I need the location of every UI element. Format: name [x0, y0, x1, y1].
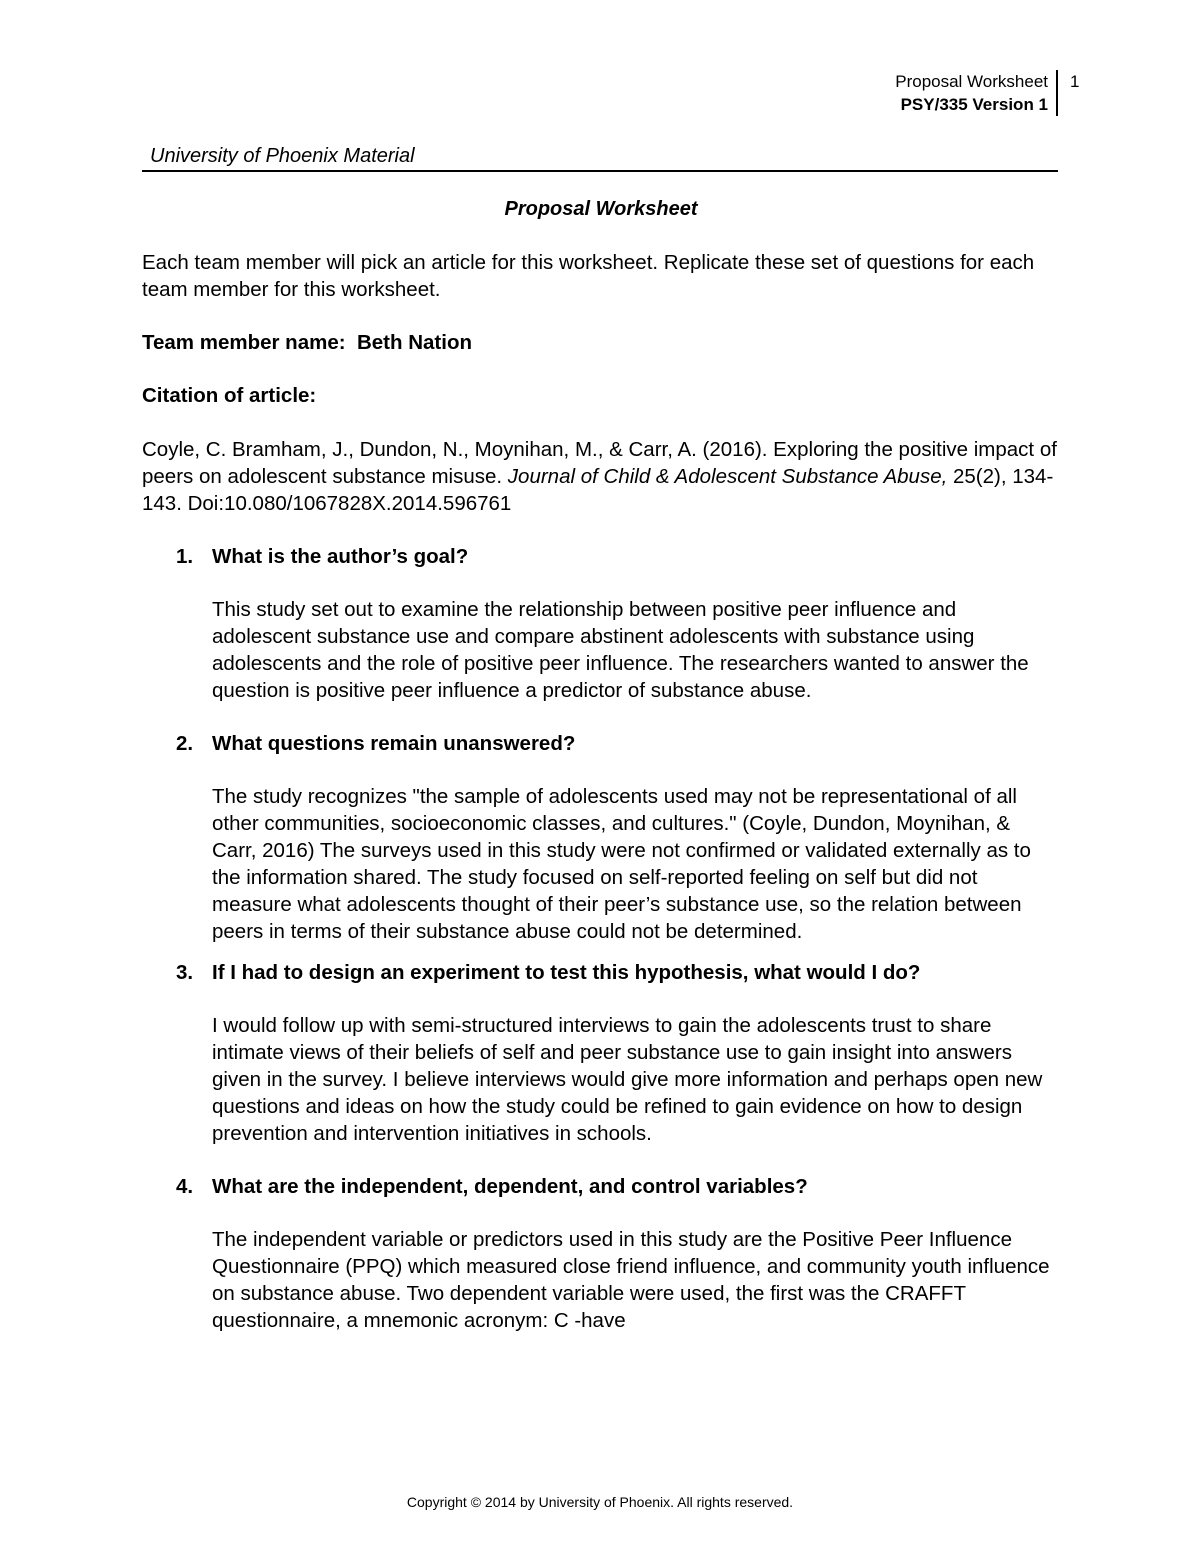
question-heading: [142, 543, 1060, 570]
document-title: Proposal Worksheet: [504, 198, 698, 220]
document-body: [142, 196, 1060, 1360]
question-heading: [142, 1173, 1060, 1200]
question-answer: I would follow up with semi-structured interviews to gain the adolescents trust to share intimate views of their beliefs of self and peer substance use to gain insight into answers given in the survey. I believe interviews would give more information and perhaps open new questions and ideas on how the study could be refined to gain evidence on how to design prevention and intervention initiatives in schools.: [212, 1014, 1043, 1145]
question-number: 1.: [176, 545, 194, 568]
page-number: 1: [1070, 72, 1080, 91]
intro-paragraph: Each team member will pick an article for this worksheet. Replicate these set of questions for each team member for this worksheet.: [142, 251, 1035, 301]
header-course: PSY/335 Version 1: [900, 95, 1048, 114]
citation-text: [142, 436, 1060, 517]
citation-label: Citation of article:: [142, 384, 317, 407]
running-header: [895, 70, 1058, 116]
team-member-line: [142, 329, 1060, 356]
question-item: [142, 543, 1060, 704]
question-item: [142, 730, 1060, 945]
team-member-label: Team member name:: [142, 331, 346, 354]
question-number: 3.: [176, 961, 194, 984]
question-heading: [142, 959, 1060, 986]
header-title: Proposal Worksheet: [895, 72, 1048, 91]
citation-authors: Coyle, C. Bramham, J., Dundon, N., Moynihan, M., & Carr, A. (2016). Exploring the positive impact of peers on adolescent substance misuse.: [142, 438, 1057, 488]
question-text: What questions remain unanswered?: [212, 732, 576, 755]
question-answer: The independent variable or predictors used in this study are the Positive Peer Influence Questionnaire (PPQ) which measured close friend influence, and community youth influence on substance abuse. Two dependent variable were used, the first was the CRAFFT questionnaire, a mnemonic acronym: C -have: [212, 1228, 1050, 1332]
question-answer: The study recognizes "the sample of adolescents used may not be representational of all other communities, socioeconomic classes, and cultures." (Coyle, Dundon, Moynihan, & Carr, 2016) The surveys used in this study were not confirmed or validated externally as to the information shared. The study focused on self-reported feeling on self but did not measure what adolescents thought of their peer’s substance use, so the relation between peers in terms of their substance abuse could not be determined.: [212, 785, 1031, 943]
citation-details: 25(2), 134-143. Doi:10.080/1067828X.2014.596761: [142, 465, 1054, 515]
team-member-name: Beth Nation: [356, 331, 472, 354]
citation-journal: Journal of Child & Adolescent Substance Abuse,: [507, 465, 948, 488]
question-text: What is the author’s goal?: [212, 545, 469, 568]
question-number: 2.: [176, 732, 194, 755]
material-banner: University of Phoenix Material: [142, 142, 1058, 172]
question-item: [142, 959, 1060, 1147]
question-item: [142, 1173, 1060, 1334]
question-text: If I had to design an experiment to test this hypothesis, what would I do?: [212, 961, 921, 984]
question-number: 4.: [176, 1175, 194, 1198]
question-heading: [142, 730, 1060, 757]
question-answer: This study set out to examine the relationship between positive peer influence and adolescent substance use and compare abstinent adolescents with substance using adolescents and the role of positive peer influence. The researchers wanted to answer the question is positive peer influence a predictor of substance abuse.: [212, 598, 1029, 702]
question-text: What are the independent, dependent, and control variables?: [212, 1175, 808, 1198]
copyright-footer: Copyright © 2014 by University of Phoenix. All rights reserved.: [406, 1494, 794, 1510]
question-list: [142, 543, 1060, 1334]
